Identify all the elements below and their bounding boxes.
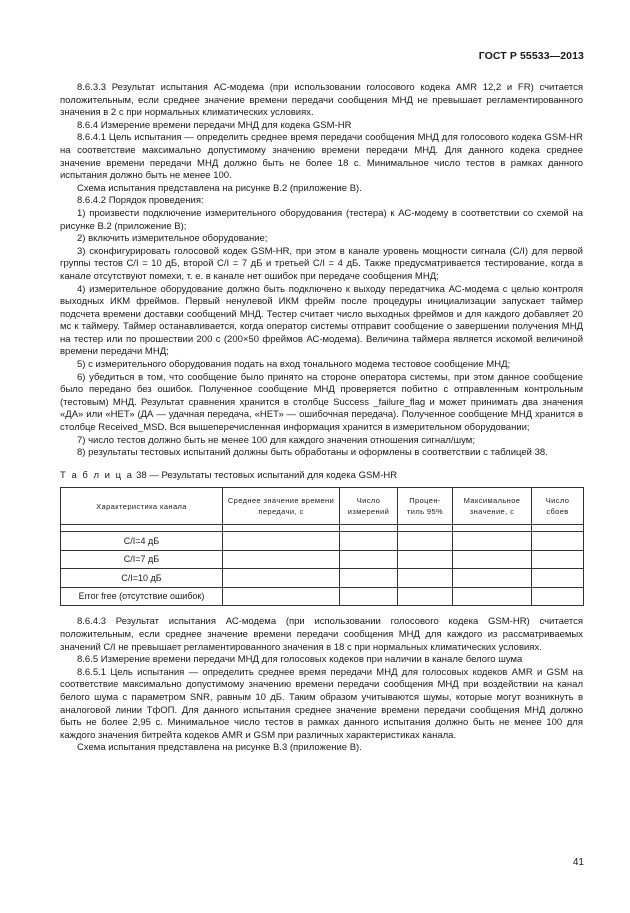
paragraph: 8.6.3.3 Результат испытания АС-модема (при использовании голосового кодека AMR 12,2 и FR) считается положительным, если среднее значение времени передачи сообщения МНД не превышает регламентированного значения в 2 с при нормальных климатических условиях. bbox=[60, 82, 583, 119]
table-cell bbox=[532, 532, 584, 551]
table-cell bbox=[453, 587, 532, 606]
section-heading: 8.6.4 Измерение времени передачи МНД для кодека GSM-HR bbox=[77, 119, 352, 131]
table-caption-title: — Результаты тестовых испытаний для кодека GSM-HR bbox=[149, 469, 398, 481]
table-row bbox=[61, 587, 584, 606]
table-caption-prefix: Т а б л и ц а bbox=[60, 469, 134, 481]
table-caption-number: 38 bbox=[136, 469, 147, 481]
table-row bbox=[61, 550, 584, 569]
table-cell bbox=[398, 532, 453, 551]
table-cell bbox=[223, 569, 340, 588]
paragraph: 8.6.5.1 Цель испытания — определить среднее время передачи МНД для голосовых кодеков AMR и GSM на соответствие максимально допустимому значению времени передачи сообщения МНД при воздействии на канал белого шума с параметром SNR, равным 10 дБ. Таким образом учитываются шумы, которые могут возникнуть в аналоговой линии ТфОП. Для данного испытания среднее значение времени передачи сообщения МНД должно быть не более 2,95 с. Минимальное число тестов в рамках данного испытания должно быть не менее 100 для каждого значения битрейта кодеков AMR и GSM при различных характеристиках канала. bbox=[60, 666, 583, 741]
column-header: Число сбоев bbox=[532, 488, 584, 525]
table-cell bbox=[340, 532, 398, 551]
list-item: 5) с измерительного оборудования подать на вход тонального модема тестовое сообщение МНД; bbox=[77, 359, 511, 371]
paragraph: 8.6.4.1 Цель испытания — определить среднее время передачи сообщения МНД для голосового кодека GSM-HR на соответствие максимально допустимому значению времени передачи МНД. Для данного кодека среднее значение времени передачи МНД должно быть не более 18 с. Минимальное число тестов в рамках данного испытания должно быть не менее 100. bbox=[60, 132, 583, 182]
table-cell bbox=[398, 569, 453, 588]
results-table bbox=[60, 487, 584, 606]
standard-header: ГОСТ Р 55533—2013 bbox=[478, 50, 584, 62]
table-row bbox=[61, 569, 584, 588]
table-cell bbox=[223, 550, 340, 569]
table-cell bbox=[398, 550, 453, 569]
table-cell: Error free (отсутствие ошибок) bbox=[61, 587, 223, 606]
table-cell bbox=[340, 550, 398, 569]
table-cell bbox=[398, 587, 453, 606]
table-cell: C/I=7 дБ bbox=[61, 550, 223, 569]
list-item: 2) включить измерительное оборудование; bbox=[77, 233, 268, 245]
column-header: Число измерений bbox=[340, 488, 398, 525]
table-cell bbox=[340, 569, 398, 588]
table-row bbox=[61, 532, 584, 551]
table-cell: C/I=4 дБ bbox=[61, 532, 223, 551]
section-heading: 8.6.5 Измерение времени передачи МНД для голосовых кодеков при наличии в канале белого шума bbox=[77, 654, 523, 666]
table-header-row bbox=[61, 488, 584, 525]
table-cell bbox=[532, 550, 584, 569]
paragraph: Схема испытания представлена на рисунке В.3 (приложение В). bbox=[77, 742, 362, 754]
paragraph: 8.6.4.2 Порядок проведения: bbox=[77, 195, 204, 207]
list-item: 8) результаты тестовых испытаний должны быть обработаны и оформлены в соответствии с таблицей 38. bbox=[77, 447, 548, 459]
column-header: Процен- тиль 95% bbox=[398, 488, 453, 525]
table-cell bbox=[453, 569, 532, 588]
list-item: 3) сконфигурировать голосовой кодек GSM-HR, при этом в канале уровень мощности сигнала (C/I) для первой группы тестов C/I = 10 дБ, второй C/I = 7 дБ и третьей C/I = 4 дБ. Также предусматривается тестирование, когда в канале отсутствуют помехи, т. е. в канале нет ошибок при передаче сообщения МНД; bbox=[60, 245, 583, 282]
column-header: Максимальное значение, с bbox=[453, 488, 532, 525]
table-cell bbox=[340, 587, 398, 606]
table-cell bbox=[453, 550, 532, 569]
table-caption bbox=[60, 470, 583, 483]
list-item: 1) произвести подключение измерительного оборудования (тестера) к АС-модему в соответствии со схемой на рисунке В.2 (приложение В); bbox=[60, 207, 583, 232]
table-spacer-row bbox=[61, 525, 584, 532]
paragraph: Схема испытания представлена на рисунке В.2 (приложение В). bbox=[77, 182, 362, 194]
list-item: 4) измерительное оборудование должно быть подключено к выходу передатчика АС-модема с целью контроля выходных ИКМ фреймов. Первый ненулевой ИКМ фрейм после процедуры инициализации запускает таймер подсчета времени доставки сообщений МНД. Тестер считает число выходных фреймов и для каждого добавляет 20 мс к таймеру. Таймер останавливается, когда оператор системы отправит сообщение о завершении получения МНД на тестер или по прошествии 200 с (200×50 фреймов АС-модема). Величина таймера является искомой величиной времени передачи МНД; bbox=[60, 283, 583, 358]
table-cell bbox=[532, 569, 584, 588]
body-text bbox=[60, 82, 583, 755]
table-cell bbox=[532, 587, 584, 606]
page-number: 41 bbox=[572, 857, 584, 868]
table-cell: C/I=10 дБ bbox=[61, 569, 223, 588]
table-cell bbox=[453, 532, 532, 551]
table-cell bbox=[223, 532, 340, 551]
table-cell bbox=[223, 587, 340, 606]
paragraph: 8.6.4.3 Результат испытания АС-модема (при использовании голосового кодека GSM-HR) считается положительным, если среднее значение времени передачи сообщения МНД для каждого из рассматриваемых значений C/I не превышает регламентированного значения в 18 с при нормальных климатических условиях. bbox=[60, 616, 583, 653]
list-item: 7) число тестов должно быть не менее 100 для каждого значения отношения сигнал/шум; bbox=[77, 434, 475, 446]
column-header: Характеристика канала bbox=[61, 488, 223, 525]
column-header: Среднее значение времени передачи, с bbox=[223, 488, 340, 525]
list-item: 6) убедиться в том, что сообщение было принято на стороне оператора системы, при этом данное сообщение было передано без ошибок. Полученное сообщение МНД проверяется побитно с отправленным контрольным (тестовым) МНД. Результат сравнения хранится в столбце Success _failure_flag и может принимать два значения «ДА» или «НЕТ» (ДА — удачная передача, «НЕТ» — ошибочная передача). Полученное сообщение МНД хранится в столбце Received_MSD. Вся вышеперечисленная информация хранится в измерительном оборудовании; bbox=[60, 371, 583, 434]
